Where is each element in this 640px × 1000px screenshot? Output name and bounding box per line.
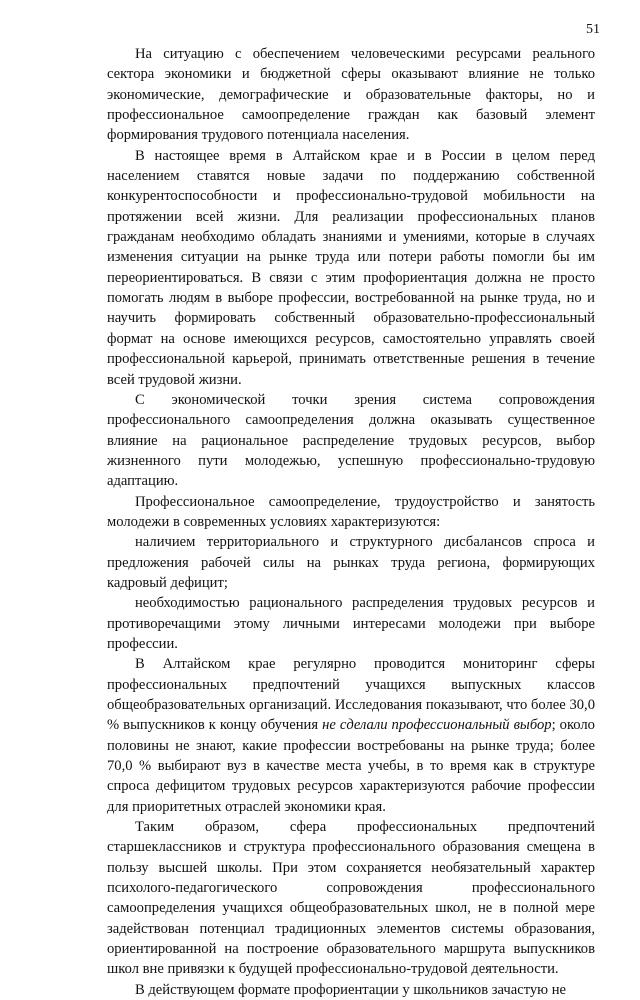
emphasis-text: не сделали профессиональный выбор	[322, 717, 552, 734]
paragraph-text: ; около половины не знают, какие профессии востребованы на рынке труда; более 70,0 % выбирают вуз в качестве места учебы, в то время как в структуре спроса дефицитом трудовых ресурсов характеризуются рабочие профессии для приоритетных отраслей экономики края.	[107, 717, 595, 815]
paragraph: В настоящее время в Алтайском крае и в России в целом перед населением ставятся новые задачи по поддержанию собственной конкурентоспособности и профессионально-трудовой мобильности на протяжении всей жизни. Для реализации профессиональных планов гражданам необходимо обладать знаниями и умениями, которые в случаях изменения ситуации на рынке труда или потери работы помогли бы им переориентироваться. В связи с этим профориентация должна не просто помогать людям в выборе профессии, востребованной на рынке труда, но и научить формировать собственный образовательно-профессиональный формат на основе имеющихся ресурсов, самостоятельно управлять своей профессиональной карьерой, принимать ответственные решения в течение всей трудовой жизни.	[107, 147, 595, 388]
paragraph: С экономической точки зрения система сопровождения профессионального самоопределения должна оказывать существенное влияние на рациональное распределение трудовых ресурсов, выбор жизненного пути молодежью, успешную профессионально-трудовую адаптацию.	[107, 391, 595, 490]
page-number: 51	[586, 22, 600, 37]
body-text	[107, 44, 595, 1000]
paragraph	[107, 654, 595, 817]
paragraph: Таким образом, сфера профессиональных предпочтений старшеклассников и структура профессионального образования смещена в пользу высшей школы. При этом сохраняется необязательный характер психолого-педагогического сопровождения профессионального самоопределения учащихся общеобразовательных школ, не в полной мере задействован потенциал традиционных элементов системы образования, ориентированной на построение образовательного маршрута выпускников школ вне привязки к будущей профессионально-трудовой деятельности.	[107, 819, 595, 978]
paragraph: На ситуацию с обеспечением человеческими ресурсами реального сектора экономики и бюджетной сферы оказывают влияние не только экономические, демографические и образовательные факторы, но и профессиональное самоопределение граждан как базовый элемент формирования трудового потенциала населения.	[107, 46, 595, 144]
paragraph: необходимостью рационального распределения трудовых ресурсов и противоречащими этому личными интересами молодежи при выборе профессии.	[107, 595, 595, 652]
paragraph: Профессиональное самоопределение, трудоустройство и занятость молодежи в современных условиях характеризуются:	[107, 493, 595, 530]
paragraph: наличием территориального и структурного дисбалансов спроса и предложения рабочей силы на рынках труда региона, формирующих кадровый дефицит;	[107, 534, 595, 591]
paragraph: В действующем формате профориентации у школьников зачастую не	[135, 981, 567, 998]
paragraph-text: В Алтайском крае регулярно проводится мониторинг сферы профессиональных предпочтений учащихся выпускных классов общеобразовательных организаций. Исследования показывают, что более 30,0 % выпускников к концу обучения	[107, 656, 595, 734]
